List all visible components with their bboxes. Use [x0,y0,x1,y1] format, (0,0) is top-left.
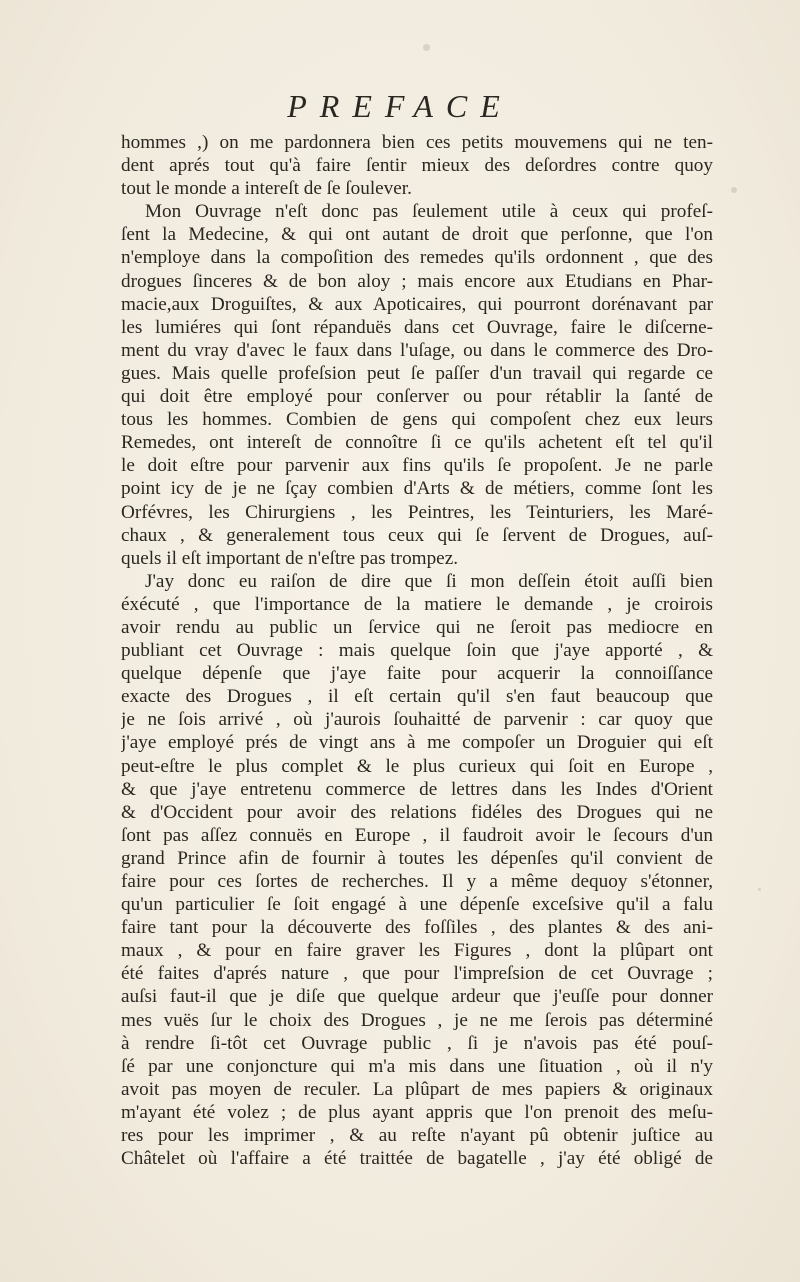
text-line: m'ayant été volez ; de plus ayant appris que l'on prenoit des meſu- [121,1101,713,1123]
text-line: je ne ſois arrivé , où j'aurois ſouhaitté de parvenir : car quoy que [121,709,713,731]
text-line: éxécuté , que l'importance de la matiere le demande , je croirois [121,593,713,615]
text-line: Mon Ouvrage n'eſt donc pas ſeulement utile à ceux qui profeſ- [145,201,713,223]
text-line: maux , & pour en faire graver les Figures , dont la plûpart ont [121,940,713,962]
text-line: gues. Mais quelle profeſsion peut ſe paſſer d'un travail qui regarde ce [121,362,713,384]
text-line: avoit pas moyen de reculer. La plûpart de mes papiers & originaux [121,1078,713,1100]
text-line: tout le monde a intereſt de ſe ſoulever. [121,178,412,200]
text-line: ſé par une conjoncture qui m'a mis dans une ſituation , où il n'y [121,1055,713,1077]
text-line: ment du vray d'avec le faux dans l'uſage, ou dans le commerce des Dro- [121,339,713,361]
text-line: macie,aux Droguiſtes, & aux Apoticaires, qui pourront dorénavant par [121,293,713,315]
text-line: Remedes, ont intereſt de connoître ſi ce qu'ils achetent eſt tel qu'il [121,432,713,454]
text-line: dent aprés tout qu'à faire ſentir mieux des deſordres contre quoy [121,155,713,177]
text-line: hommes ,) on me pardonnera bien ces petits mouvemens qui ne ten- [121,132,713,153]
text-line: Orfévres, les Chirurgiens , les Peintres, les Teinturiers, les Maré- [121,501,713,523]
text-line: exacte des Drogues , il eſt certain qu'il s'en faut beaucoup que [121,686,713,708]
text-line: chaux , & generalement tous ceux qui ſe ſervent de Drogues, auſ- [121,524,713,546]
text-line: à rendre ſi-tôt cet Ouvrage public , ſi je n'avois pas été pouſ- [121,1032,713,1054]
text-line: tous les hommes. Combien de gens qui compoſent chez eux leurs [121,409,713,431]
text-line: & d'Occident pour avoir des relations fidéles des Drogues qui ne [121,801,713,823]
text-line: qui doit être employé pour conſerver ou pour rétablir la ſanté de [121,386,713,408]
body-text [121,131,713,1170]
text-line: quels il eſt important de n'eſtre pas trompez. [121,547,459,569]
paper-spot [758,888,761,891]
text-line: & que j'aye entretenu commerce de lettres dans les Indes d'Orient [121,778,713,800]
text-line: été faites d'aprés nature , que pour l'impreſsion de cet Ouvrage ; [121,963,713,985]
text-line: avoir rendu au public un ſervice qui ne ſeroit pas mediocre en [121,616,713,638]
text-line: grand Prince afin de fournir à toutes les dépenſes qu'il convient de [121,847,713,869]
text-line: n'employe dans la compoſition des remedes qu'ils ordonnent , que des [121,247,713,269]
paper-spot [731,187,737,193]
paper-spot [423,44,430,51]
text-line: j'aye employé prés de vingt ans à me compoſer un Droguier qui eſt [121,732,713,754]
text-line: peut-eſtre le plus complet & le plus curieux qui ſoit en Europe , [121,755,713,777]
text-line: le doit eſtre pour parvenir aux fins qu'ils ſe propoſent. Je ne parle [121,455,713,477]
text-line: J'ay donc eu raiſon de dire que ſi mon deſſein étoit auſſi bien [145,570,713,592]
text-line: ſent la Medecine, & qui ont autant de droit que perſonne, que l'on [121,224,713,246]
text-line: drogues ſinceres & de bon aloy ; mais encore aux Etudians en Phar- [121,270,713,292]
text-line: faire pour ces ſortes de recherches. Il y a même dequoy s'étonner, [121,871,713,892]
text-line: mes vuës ſur le choix des Drogues , je ne me ſerois pas déterminé [121,1009,713,1031]
text-line: auſsi faut-il que je diſe que quelque ardeur que j'euſſe pour donner [121,986,713,1008]
text-line: Châtelet où l'affaire a été traittée de bagatelle , j'ay été obligé de [121,1148,713,1170]
text-line: faire tant pour la découverte des foſſiles , des plantes & des ani- [121,917,713,939]
text-line: res pour les imprimer , & au reſte n'ayant pû obtenir juſtice au [121,1125,713,1147]
text-line: qu'un particulier ſe ſoit engagé à une dépenſe exceſsive qu'il a falu [121,894,713,916]
text-line: quelque dépenſe que j'aye faite pour acquerir la connoiſſance [121,663,713,685]
page-title: PREFACE [287,88,513,124]
text-line: ſont pas aſſez connuës en Europe , il faudroit avoir le ſecours d'un [121,824,713,846]
text-line: publiant cet Ouvrage : mais quelque ſoin que j'aye apporté , & [121,640,713,662]
text-line: les lumiéres qui ſont répanduës dans cet Ouvrage, faire le diſcerne- [121,316,713,338]
text-line: point icy de je ne ſçay combien d'Arts & de métiers, comme ſont les [121,478,713,500]
